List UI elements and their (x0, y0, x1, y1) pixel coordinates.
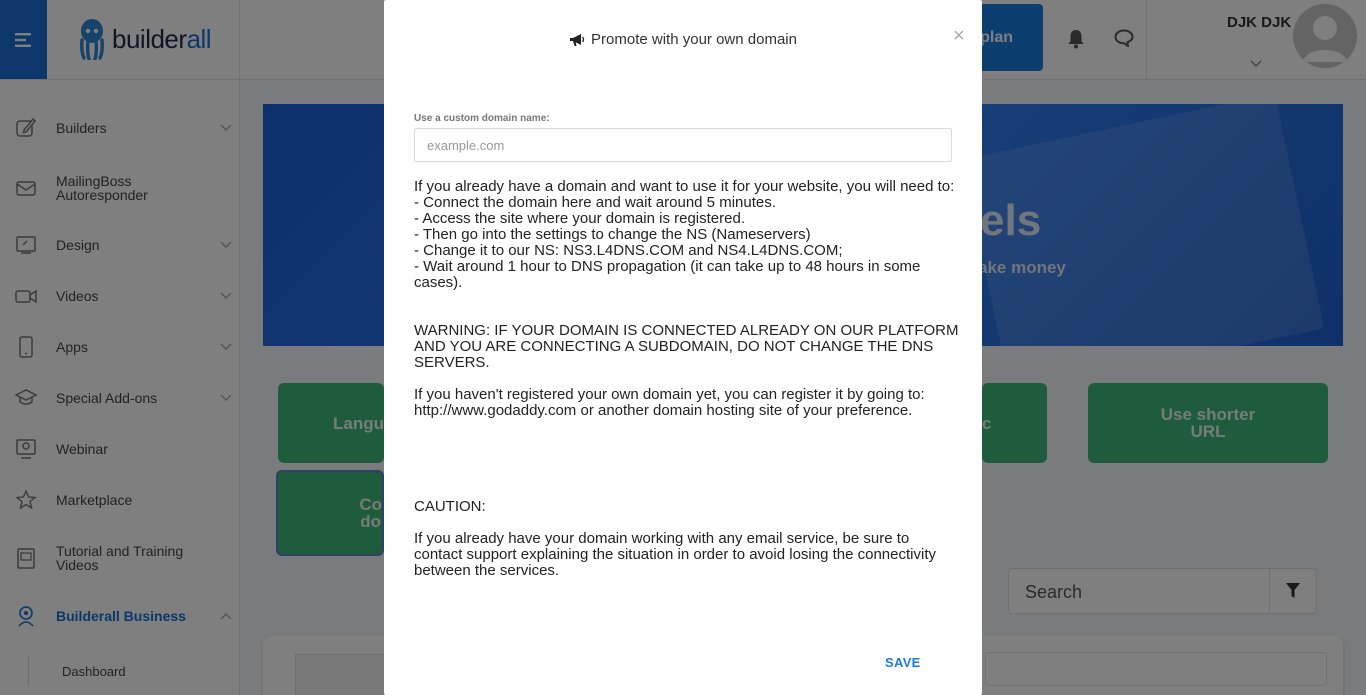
domain-field-label: Use a custom domain name: (414, 113, 550, 124)
caution-title: CAUTION: (414, 498, 486, 515)
modal-title (384, 31, 982, 48)
close-button[interactable]: × (953, 25, 965, 47)
register-info-text: If you haven't registered your own domain yet, you can register it by going to: http://www.godaddy.com or another domain hosting site of your preference. (414, 386, 925, 419)
megaphone-icon (569, 33, 585, 47)
promote-domain-modal (384, 0, 982, 695)
modal-title-text: Promote with your own domain (591, 31, 797, 48)
domain-input[interactable] (414, 128, 952, 162)
warning-text: WARNING: IF YOUR DOMAIN IS CONNECTED ALREADY ON OUR PLATFORM AND YOU ARE CONNECTING A SUBDOMAIN, DO NOT CHANGE THE DNS SERVERS. (414, 322, 959, 371)
instructions-text: If you already have a domain and want to use it for your website, you will need to: - Connect the domain here and wait around 5 minutes. - Access the site where your domain is registered. - Then go into the settings to change the NS (Nameservers) - Change it to our NS: NS3.L4DNS.COM and NS4.L4DNS.COM; - Wait around 1 hour to DNS propagation (it can take up to 48 hours in some cases). (414, 178, 955, 291)
caution-text: If you already have your domain working with any email service, be sure to contact support explaining the situation in order to avoid losing the connectivity between the services. (414, 530, 936, 579)
save-button[interactable]: SAVE (885, 655, 921, 670)
